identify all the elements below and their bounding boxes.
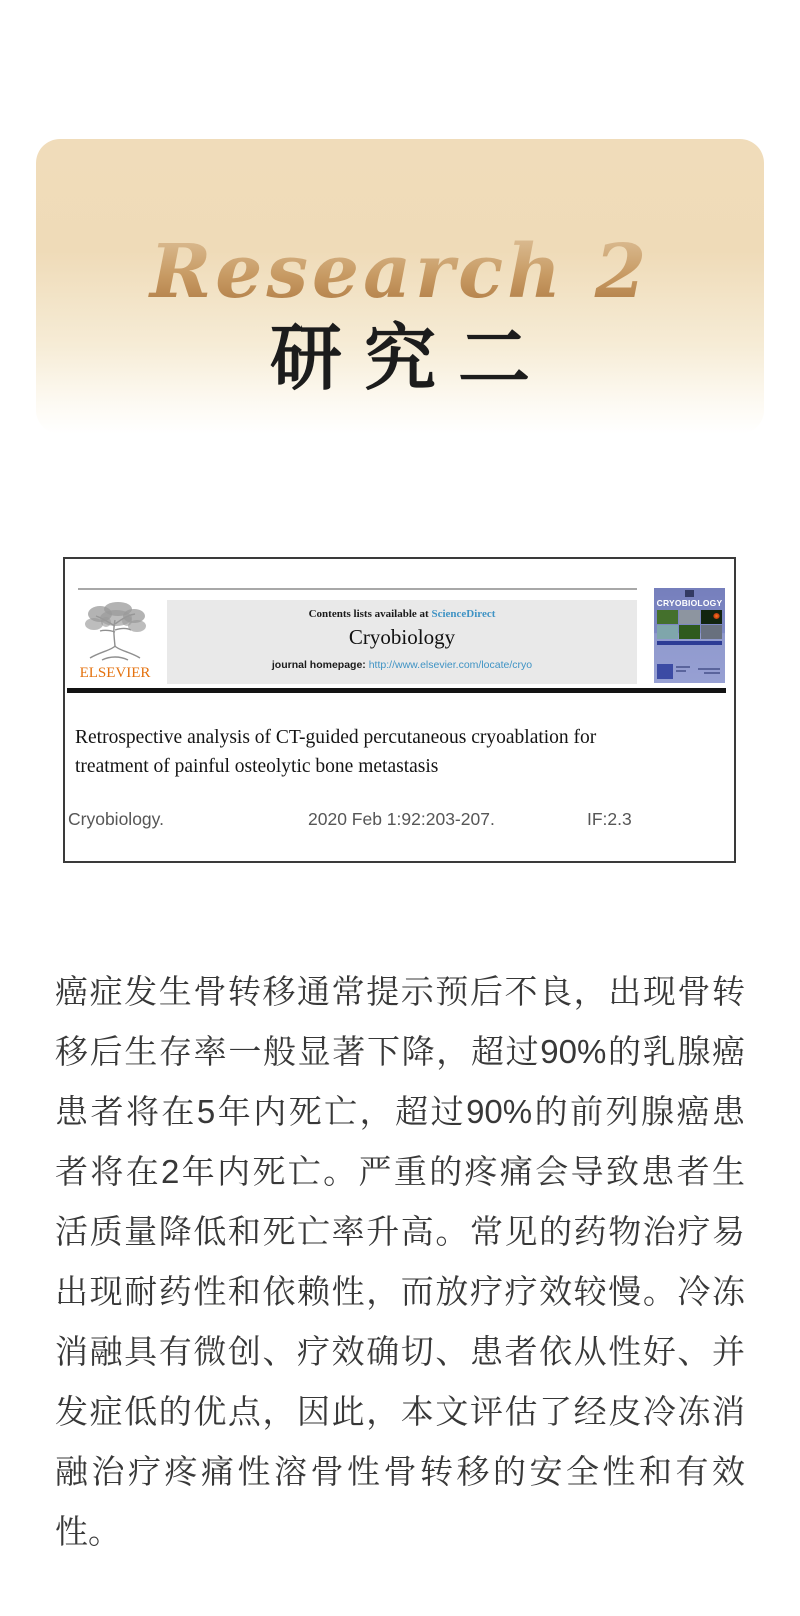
cover-text-dash (704, 672, 720, 674)
text-line: 者将在2年内死亡。严重的疼痛会导致患者生 (55, 1153, 745, 1190)
text-line: 活质量降低和死亡率升高。常见的药物治疗易 (55, 1213, 745, 1250)
text-line: 性。 (55, 1513, 121, 1550)
citation-row (65, 809, 734, 831)
cover-tile (679, 625, 700, 639)
cover-tile (679, 610, 700, 624)
text-line: 消融具有微创、疗效确切、患者依从性好、并 (55, 1333, 745, 1370)
sciencedirect-link[interactable]: ScienceDirect (431, 608, 496, 620)
text-line: 出现耐药性和依赖性，而放疗疗效较慢。冷冻 (55, 1273, 745, 1310)
research-script-title: Research 2 (36, 235, 764, 309)
cover-title: CRYOBIOLOGY (656, 598, 723, 608)
journal-article-card (63, 557, 736, 863)
homepage-prefix: journal homepage: (271, 659, 369, 671)
citation-journal: Cryobiology. (68, 809, 164, 829)
cover-tile (701, 625, 722, 639)
cover-tile (701, 610, 722, 624)
cover-tile (657, 625, 678, 639)
article-title-line2: treatment of painful osteolytic bone metastasis (75, 756, 439, 777)
cover-grid (657, 610, 722, 639)
journal-masthead (167, 600, 637, 684)
cover-band (657, 641, 722, 645)
journal-cover-thumbnail (654, 588, 725, 683)
cover-footer-block (657, 664, 673, 679)
journal-name: Cryobiology (348, 625, 456, 649)
cover-tile (657, 610, 678, 624)
journal-homepage-link[interactable]: http://www.elsevier.com/locate/cryo (368, 659, 533, 671)
contents-line (167, 608, 637, 620)
elsevier-tree-icon (80, 600, 150, 664)
text-line: 发症低的优点，因此，本文评估了经皮冷冻消 (55, 1393, 745, 1430)
citation-impact-factor: IF:2.3 (587, 809, 632, 829)
elsevier-wordmark: ELSEVIER (79, 665, 151, 681)
article-title-line1: Retrospective analysis of CT-guided percutaneous cryoablation for (75, 727, 597, 748)
cover-text-dash (676, 666, 690, 668)
article-title (75, 723, 650, 781)
text-line: 移后生存率一般显著下降，超过90%的乳腺癌 (55, 1033, 745, 1070)
section-header-card (36, 139, 764, 434)
research-chinese-title: 研究二 (269, 319, 552, 399)
citation-date-pages: 2020 Feb 1:92:203-207. (308, 809, 495, 829)
cover-text-dash (676, 670, 686, 672)
homepage-line (167, 659, 637, 671)
cover-emblem-icon (685, 590, 694, 597)
text-line: 癌症发生骨转移通常提示预后不良，出现骨转 (55, 973, 745, 1010)
contents-prefix: Contents lists available at (308, 608, 432, 620)
elsevier-logo (77, 600, 153, 682)
text-line: 融治疗疼痛性溶骨性骨转移的安全性和有效 (55, 1453, 745, 1490)
text-line: 患者将在5年内死亡，超过90%的前列腺癌患 (55, 1093, 745, 1130)
masthead-bottom-rule (67, 688, 726, 693)
cover-text-dash (698, 668, 720, 670)
body-text (55, 962, 745, 1562)
header-divider-line (78, 588, 637, 590)
